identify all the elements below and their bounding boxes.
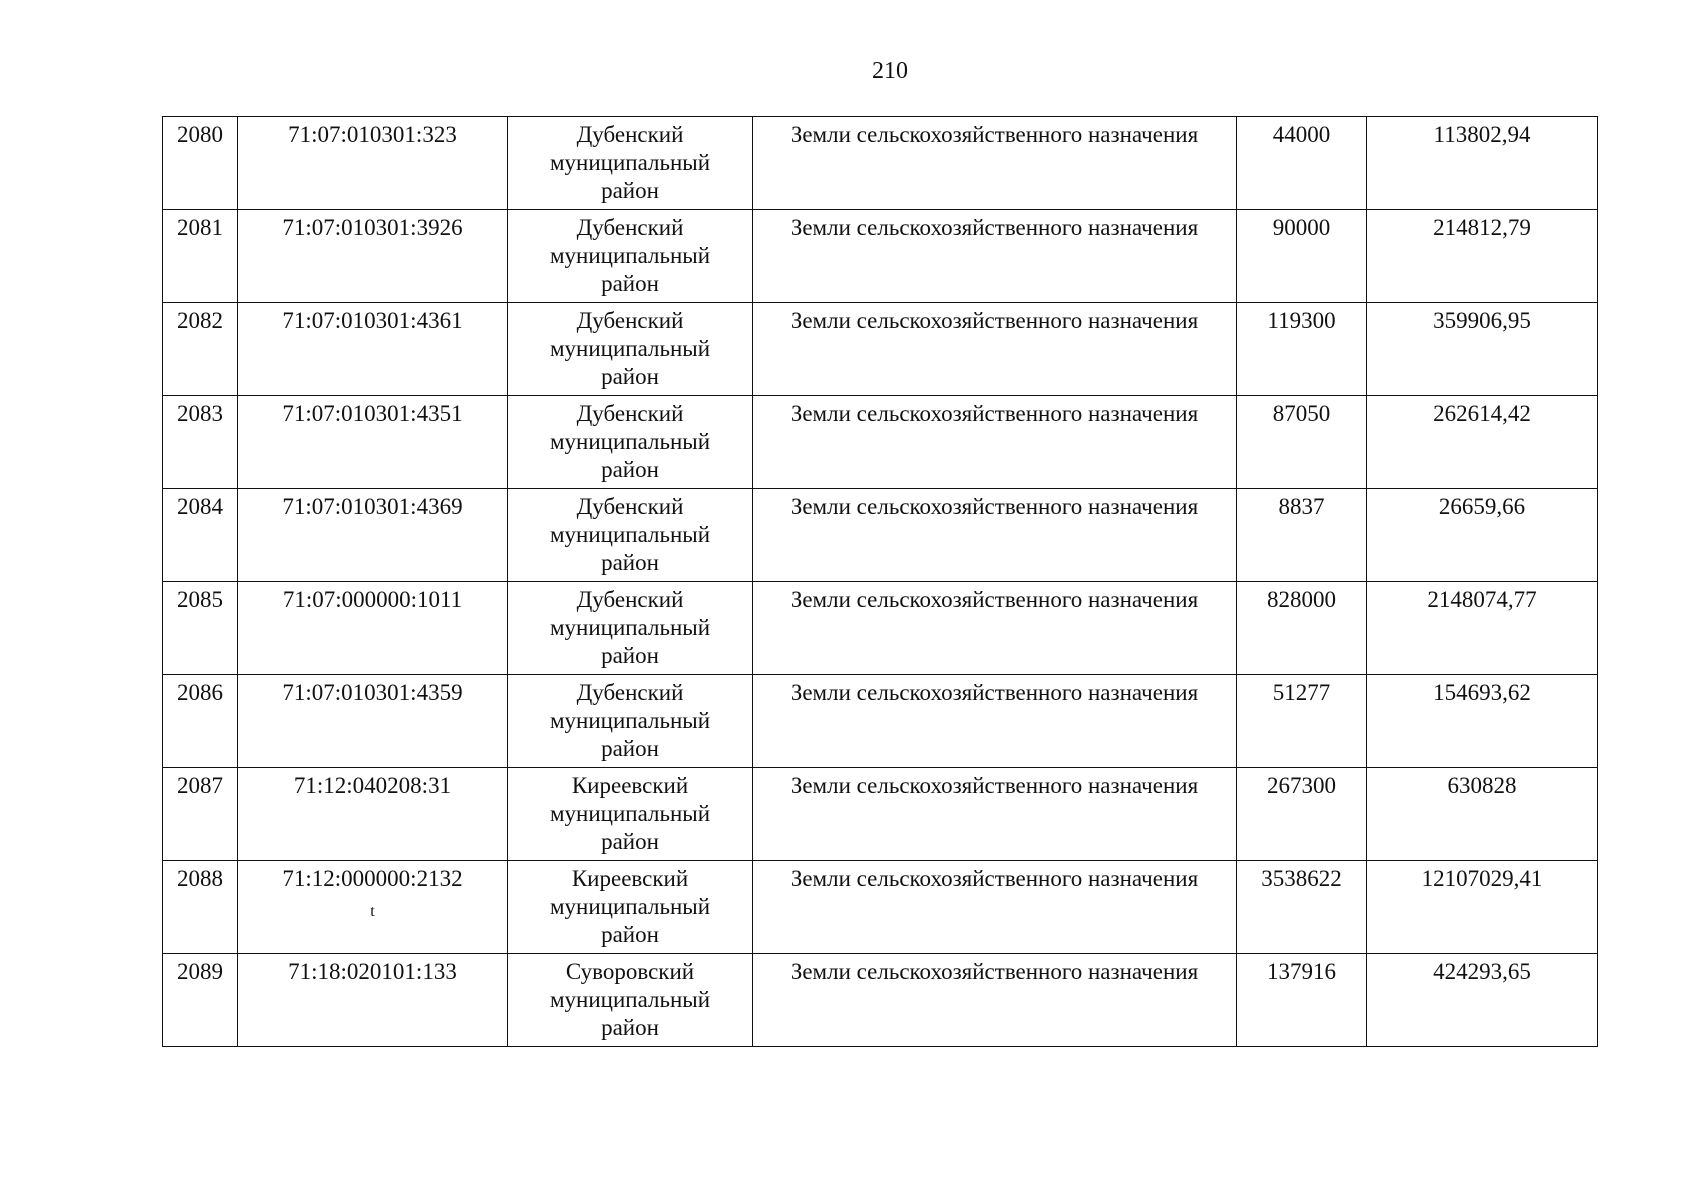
cadastral-number-cell: 71:07:010301:4369 <box>238 489 508 582</box>
district-type: муниципальный <box>549 336 711 361</box>
cadastral-number-cell: 71:18:020101:133 <box>238 954 508 1047</box>
district-cell <box>508 582 753 675</box>
row-number-cell: 2082 <box>163 303 238 396</box>
area-cell: 90000 <box>1237 210 1367 303</box>
table-row <box>163 954 1598 1047</box>
cadastral-number-cell <box>238 861 508 954</box>
cadastral-value-cell: 359906,95 <box>1367 303 1598 396</box>
table-row <box>163 675 1598 768</box>
cadastral-number-cell: 71:07:010301:3926 <box>238 210 508 303</box>
area-cell: 44000 <box>1237 117 1367 210</box>
district-unit: район <box>601 457 659 482</box>
table-row <box>163 489 1598 582</box>
district-type: муниципальный <box>549 429 711 454</box>
district-type: муниципальный <box>549 615 711 640</box>
district-name: Дубенский <box>576 215 684 240</box>
district-cell <box>508 861 753 954</box>
district-unit: район <box>601 829 659 854</box>
district-cell <box>508 117 753 210</box>
district-unit: район <box>601 736 659 761</box>
district-cell <box>508 303 753 396</box>
row-number-cell: 2086 <box>163 675 238 768</box>
district-type: муниципальный <box>549 987 711 1012</box>
area-cell: 51277 <box>1237 675 1367 768</box>
table-row <box>163 210 1598 303</box>
district-cell <box>508 954 753 1047</box>
district-unit: район <box>601 1015 659 1040</box>
land-category-cell: Земли сельскохозяйственного назначения <box>753 675 1237 768</box>
cadastral-value-cell: 262614,42 <box>1367 396 1598 489</box>
cadastral-number-cell: 71:07:010301:323 <box>238 117 508 210</box>
district-unit: район <box>601 550 659 575</box>
table-row <box>163 768 1598 861</box>
row-number-cell: 2084 <box>163 489 238 582</box>
row-number-cell: 2089 <box>163 954 238 1047</box>
cadastral-value-cell: 154693,62 <box>1367 675 1598 768</box>
land-category-cell: Земли сельскохозяйственного назначения <box>753 210 1237 303</box>
cadastral-number-text: 71:12:000000:2132 <box>282 866 463 891</box>
district-name: Дубенский <box>576 401 684 426</box>
cadastral-value-cell: 214812,79 <box>1367 210 1598 303</box>
district-name: Дубенский <box>576 587 684 612</box>
cadastral-number-cell: 71:07:010301:4359 <box>238 675 508 768</box>
row-number-cell: 2087 <box>163 768 238 861</box>
table-row <box>163 861 1598 954</box>
area-cell: 828000 <box>1237 582 1367 675</box>
stray-mark: t <box>370 903 375 920</box>
district-name: Дубенский <box>576 308 684 333</box>
cadastral-value-cell: 26659,66 <box>1367 489 1598 582</box>
cadastral-number-cell: 71:07:010301:4361 <box>238 303 508 396</box>
land-category-cell: Земли сельскохозяйственного назначения <box>753 303 1237 396</box>
land-category-cell: Земли сельскохозяйственного назначения <box>753 117 1237 210</box>
district-unit: район <box>601 643 659 668</box>
area-cell: 137916 <box>1237 954 1367 1047</box>
district-type: муниципальный <box>549 801 711 826</box>
area-cell: 267300 <box>1237 768 1367 861</box>
district-cell <box>508 768 753 861</box>
row-number-cell: 2088 <box>163 861 238 954</box>
cadastral-value-cell: 424293,65 <box>1367 954 1598 1047</box>
row-number-cell: 2080 <box>163 117 238 210</box>
area-cell: 8837 <box>1237 489 1367 582</box>
table-row <box>163 303 1598 396</box>
table-row <box>163 396 1598 489</box>
district-type: муниципальный <box>549 243 711 268</box>
page-number: 210 <box>872 58 908 84</box>
district-name: Суворовский <box>565 959 695 984</box>
land-category-cell: Земли сельскохозяйственного назначения <box>753 954 1237 1047</box>
district-unit: район <box>601 364 659 389</box>
row-number-cell: 2081 <box>163 210 238 303</box>
land-category-cell: Земли сельскохозяйственного назначения <box>753 582 1237 675</box>
district-unit: район <box>601 922 659 947</box>
cadastral-value-cell: 113802,94 <box>1367 117 1598 210</box>
district-type: муниципальный <box>549 150 711 175</box>
district-cell <box>508 675 753 768</box>
land-category-cell: Земли сельскохозяйственного назначения <box>753 768 1237 861</box>
district-type: муниципальный <box>549 894 711 919</box>
cadastral-number-cell: 71:07:000000:1011 <box>238 582 508 675</box>
district-name: Дубенский <box>576 680 684 705</box>
district-name: Киреевский <box>571 866 689 891</box>
district-cell <box>508 210 753 303</box>
district-name: Дубенский <box>576 122 684 147</box>
row-number-cell: 2085 <box>163 582 238 675</box>
cadastral-number-cell: 71:12:040208:31 <box>238 768 508 861</box>
district-cell <box>508 489 753 582</box>
table-row <box>163 582 1598 675</box>
row-number-cell: 2083 <box>163 396 238 489</box>
district-name: Киреевский <box>571 773 689 798</box>
district-type: муниципальный <box>549 522 711 547</box>
district-unit: район <box>601 178 659 203</box>
land-category-cell: Земли сельскохозяйственного назначения <box>753 489 1237 582</box>
district-cell <box>508 396 753 489</box>
table-body <box>163 117 1598 1047</box>
area-cell: 119300 <box>1237 303 1367 396</box>
land-category-cell: Земли сельскохозяйственного назначения <box>753 396 1237 489</box>
district-name: Дубенский <box>576 494 684 519</box>
land-category-cell: Земли сельскохозяйственного назначения <box>753 861 1237 954</box>
cadastral-value-cell: 12107029,41 <box>1367 861 1598 954</box>
cadastral-number-cell: 71:07:010301:4351 <box>238 396 508 489</box>
area-cell: 3538622 <box>1237 861 1367 954</box>
district-unit: район <box>601 271 659 296</box>
cadastral-value-cell: 2148074,77 <box>1367 582 1598 675</box>
land-plots-table <box>162 116 1598 1047</box>
table-row <box>163 117 1598 210</box>
area-cell: 87050 <box>1237 396 1367 489</box>
district-type: муниципальный <box>549 708 711 733</box>
cadastral-value-cell: 630828 <box>1367 768 1598 861</box>
